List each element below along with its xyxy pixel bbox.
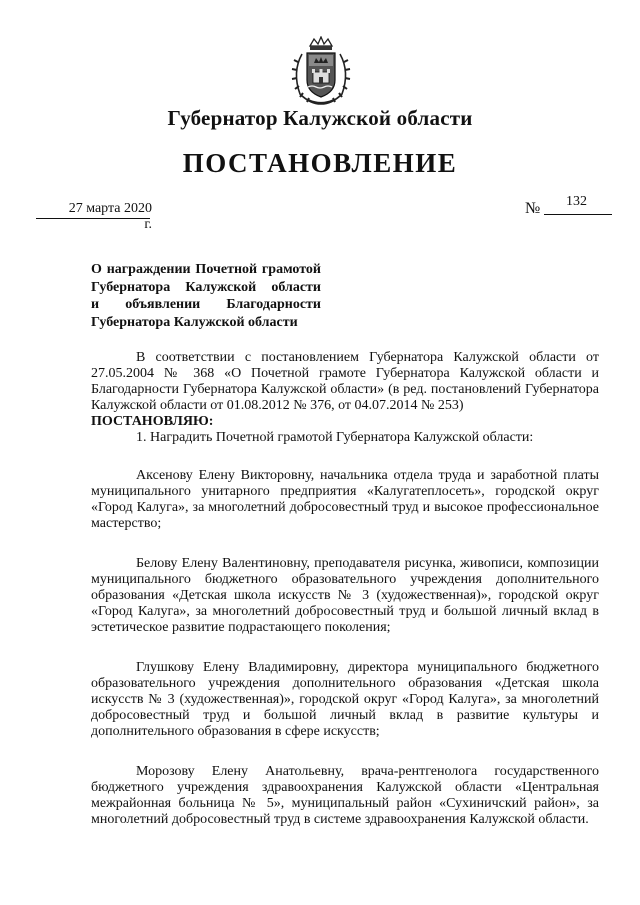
issuing-authority: Губернатор Калужской области: [167, 106, 473, 130]
subject-line: и объявлении Благодарности: [91, 297, 321, 312]
document-subject: [91, 261, 321, 331]
date-underline: [36, 218, 150, 219]
coat-of-arms-icon: [288, 36, 354, 106]
document-type-title: ПОСТАНОВЛЕНИЕ: [182, 148, 458, 178]
number-sign: №: [525, 200, 541, 217]
awardee-paragraph: Морозову Елену Анатольевну, врача-рентгенолога государственного бюджетного учреждения здравоохранения Калужской области «Центральная межрайонная больница № 5», муниципальный район «Сухиничский район», за многолетний добросовестный труд в системе здравоохранения Калужской области.: [91, 764, 599, 827]
number-underline: [544, 214, 612, 215]
subject-line: Губернатора Калужской области: [91, 314, 298, 330]
document-number: 132: [566, 194, 587, 209]
awardee-paragraph: Глушкову Елену Владимировну, директора муниципального бюджетного образовательного учреждения дополнительного образования «Детская школа искусств № 3 (художественная)», городской округ «Город Калуга», за многолетний добросовестный труд и большой личный вклад в развитие культуры и дополнительного образования в сфере искусств;: [91, 660, 599, 739]
document-date: 27 марта 2020 г.: [68, 201, 152, 232]
preamble-paragraph: В соответствии с постановлением Губернатора Калужской области от 27.05.2004 № 368 «О Почетной грамоте Губернатора Калужской области и Благодарности Губернатора Калужской области» (в ред. постановлений Губернатора Калужской области от 01.08.2012 № 376, от 04.07.2014 № 253): [91, 350, 599, 413]
item-1-paragraph: 1. Наградить Почетной грамотой Губернатора Калужской области:: [136, 430, 534, 445]
subject-line: О награждении Почетной грамотой: [91, 262, 321, 277]
awardee-paragraph: Аксенову Елену Викторовну, начальника отдела труда и заработной платы муниципального унитарного предприятия «Калугатеплосеть», городской округ «Город Калуга», за многолетний добросовестный труд и высокое профессиональное мастерство;: [91, 468, 599, 531]
awardee-paragraph: Белову Елену Валентиновну, преподавателя рисунка, живописи, композиции муниципального бюджетного образовательного учреждения дополнительного образования «Детская школа искусств № 3 (художественная)», городской округ «Город Калуга», за многолетний добросовестный труд и большой личный вклад в эстетическое развитие подрастающего поколения;: [91, 556, 599, 635]
document-body: [91, 350, 599, 828]
decree-heading: ПОСТАНОВЛЯЮ:: [91, 414, 214, 429]
subject-line: Губернатора Калужской области: [91, 279, 321, 295]
